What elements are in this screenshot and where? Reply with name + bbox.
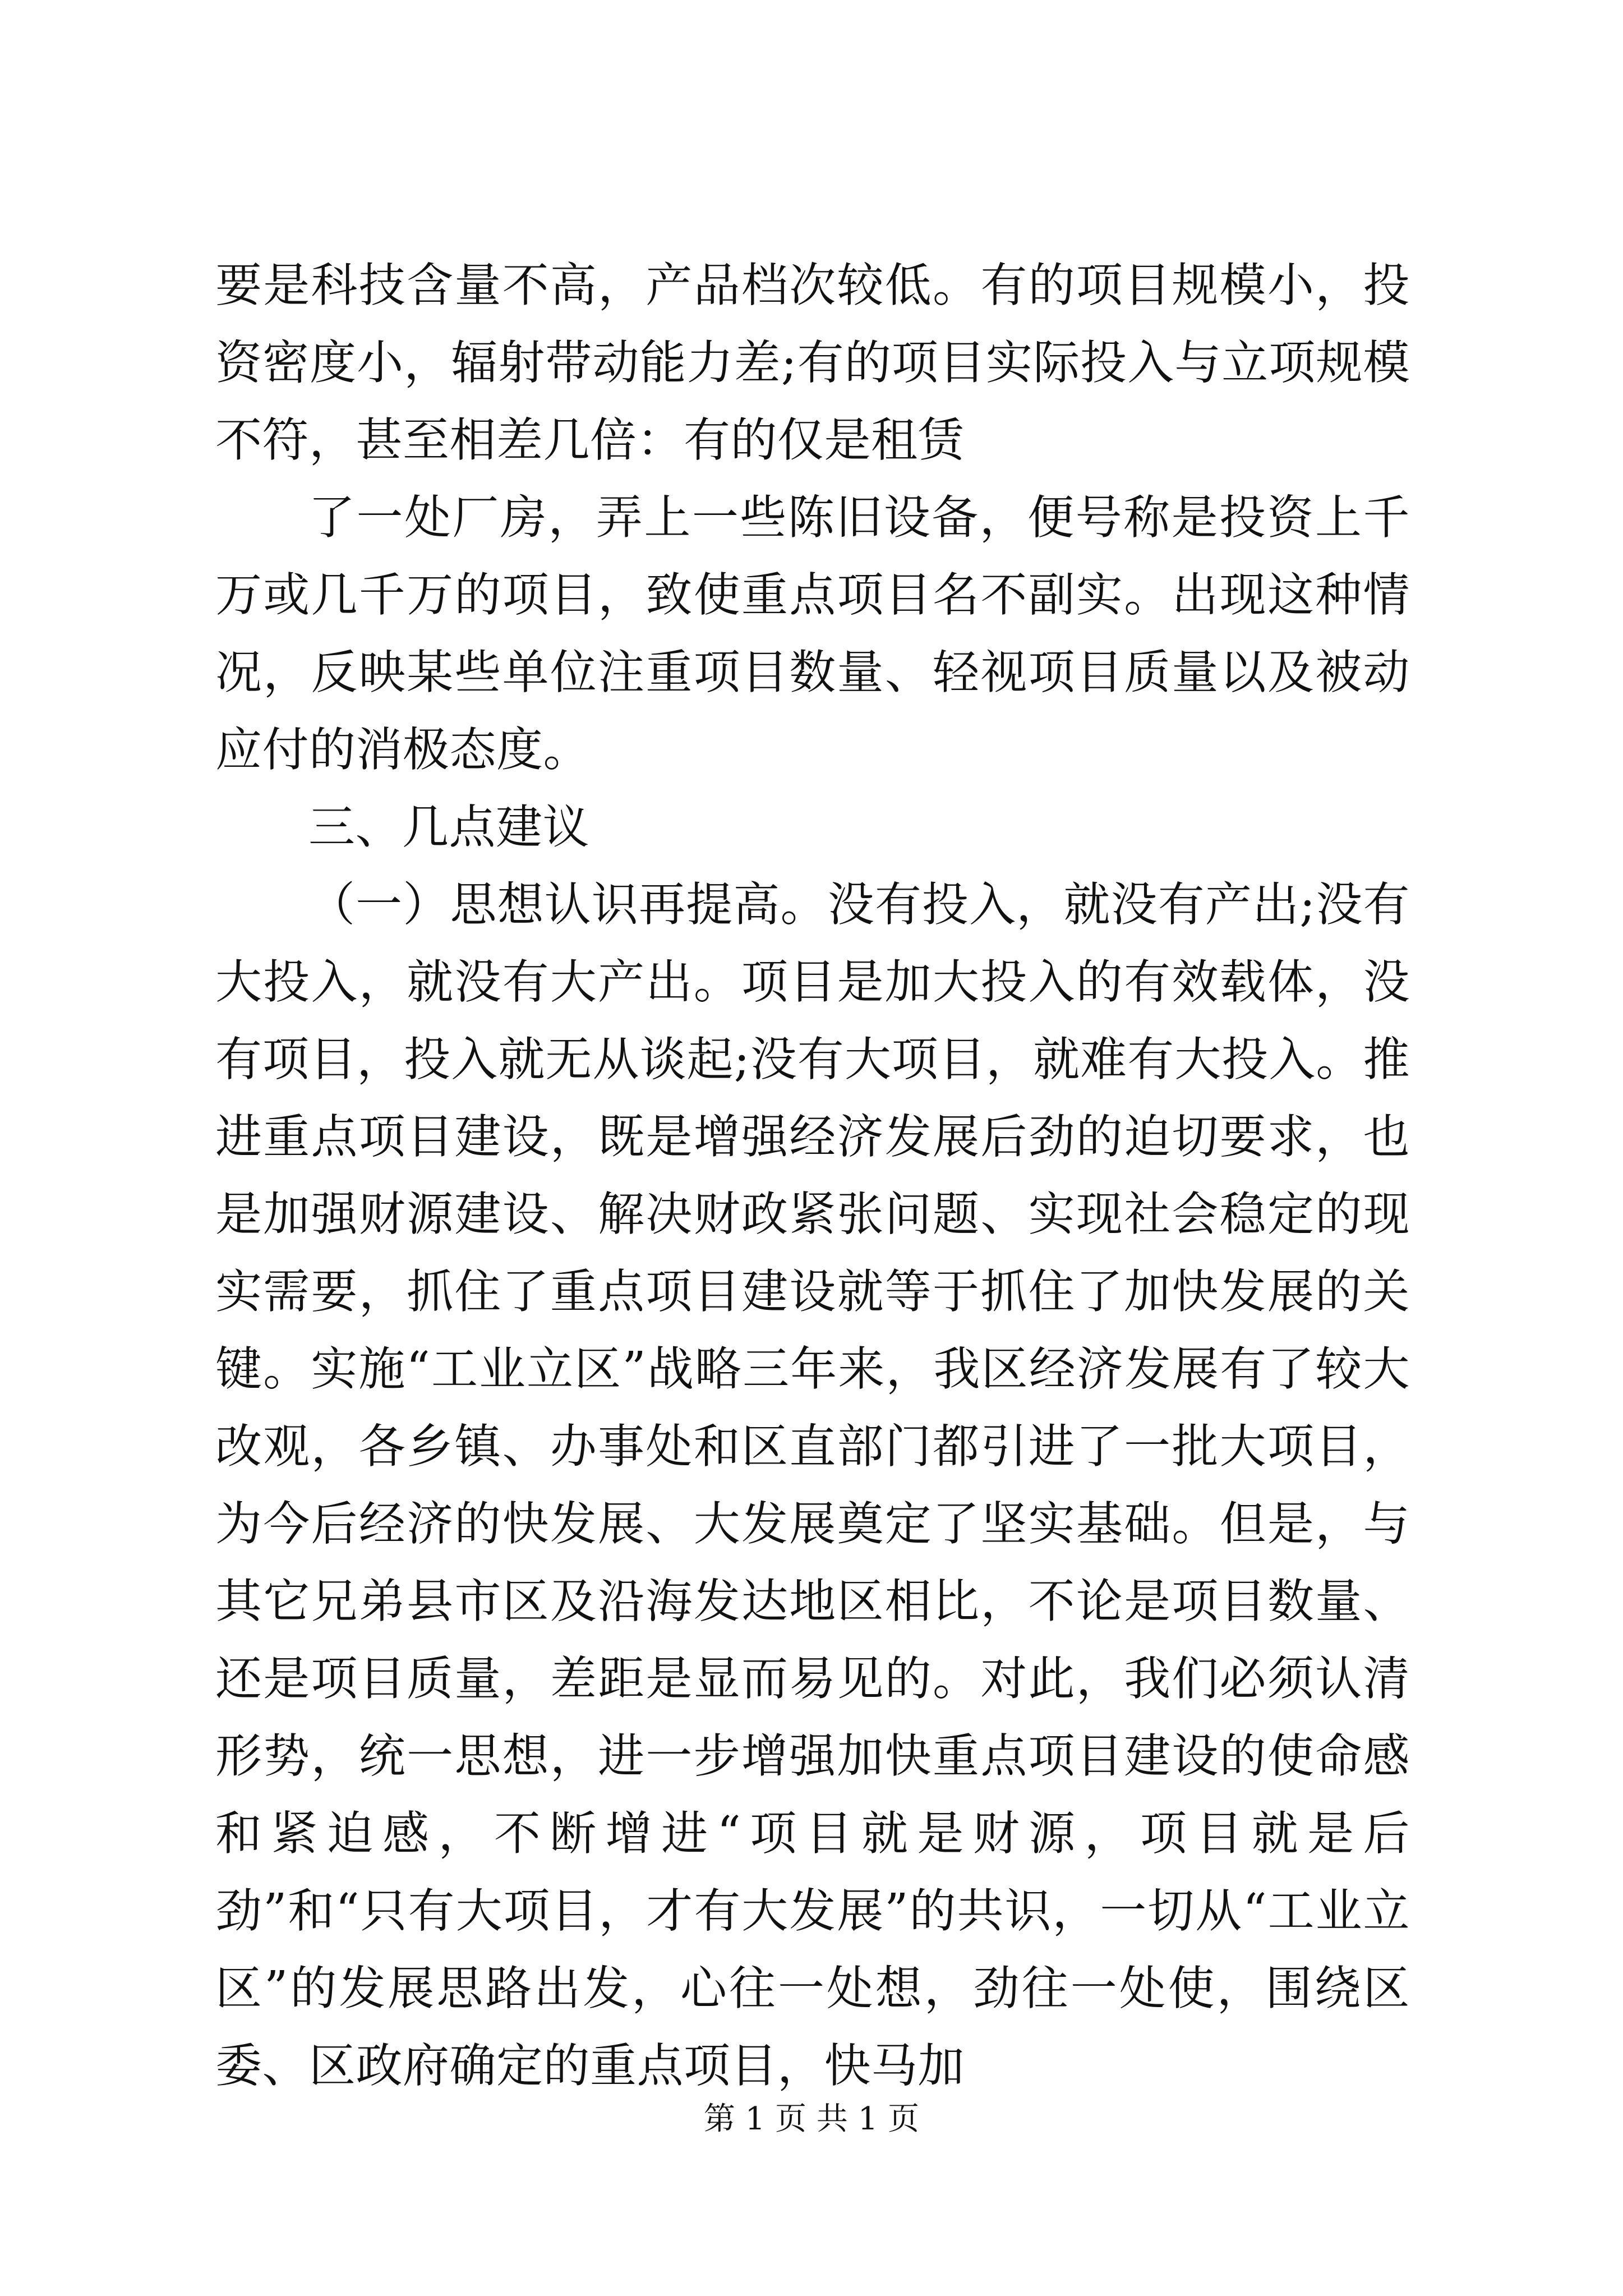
- section-heading-suggestions: 三、几点建议: [308, 800, 589, 854]
- paragraph-continuation: 要是科技含量不高，产品档次较低。有的项目规模小，投资密度小，辐射带动能力差;有的项目实际投入与立项规模不符，甚至相差几倍：有的仅是租赁: [215, 258, 1410, 467]
- page-footer: 第 1 页 共 1 页: [703, 2101, 920, 2137]
- document-body: [215, 247, 1410, 2105]
- paragraph-ideological-awareness: （一）思想认识再提高。没有投入，就没有产出;没有大投入，就没有大产出。项目是加大投入的有效载体，没有项目，投入就无从谈起;没有大项目，就难有大投入。推进重点项目建设，既是增强经济发展后劲的迫切要求，也是加强财源建设、解决财政紧张问题、实现社会稳定的现实需要，抓住了重点项目建设就等于抓住了加快发展的关键。实施“工业立区”战略三年来，我区经济发展有了较大改观，各乡镇、办事处和区直部门都引进了一批大项目，为今后经济的快发展、大发展奠定了坚实基础。但是，与其它兄弟县市区及沿海发达地区相比，不论是项目数量、还是项目质量，差距是显而易见的。对此，我们必须认清形势，统一思想，进一步增强加快重点项目建设的使命感和紧迫感，不断增进“项目就是财源，项目就是后劲”和“只有大项目，才有大发展”的共识，一切从“工业立区”的发展思路出发，心往一处想，劲往一处使，围绕区委、区政府确定的重点项目，快马加: [215, 877, 1410, 2093]
- paragraph-factory-leasing: 了一处厂房，弄上一些陈旧设备，便号称是投资上千万或几千万的项目，致使重点项目名不副实。出现这种情况，反映某些单位注重项目数量、轻视项目质量以及被动应付的消极态度。: [215, 490, 1410, 777]
